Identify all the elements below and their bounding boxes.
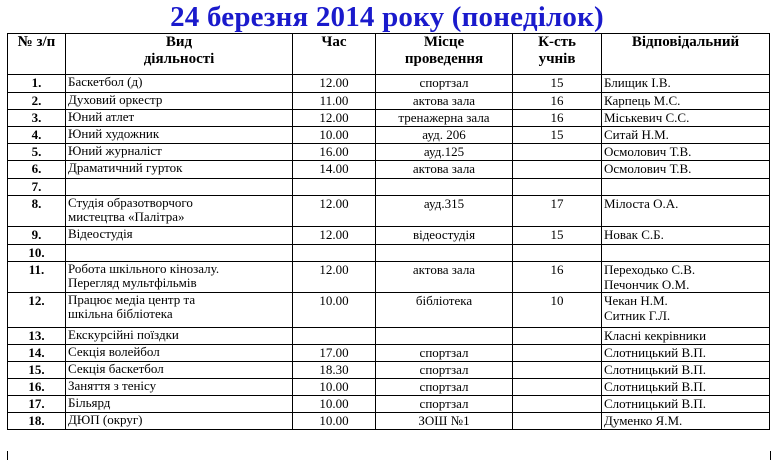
table-row [8, 245, 770, 262]
time-cell [293, 328, 376, 345]
row-number: 18. [8, 413, 66, 430]
place-cell: спортзал [376, 396, 513, 413]
place-cell: відеостудія [376, 227, 513, 245]
time-cell: 14.00 [293, 161, 376, 179]
time-cell [293, 179, 376, 196]
row-number: 9. [8, 227, 66, 245]
time-cell: 10.00 [293, 379, 376, 396]
time-cell: 10.00 [293, 413, 376, 430]
time-cell: 12.00 [293, 262, 376, 293]
place-cell: ауд.125 [376, 144, 513, 161]
row-number: 17. [8, 396, 66, 413]
count-cell [513, 179, 602, 196]
table-row [8, 345, 770, 362]
row-number: 1. [8, 75, 66, 93]
activity-cell: Секція баскетбол [66, 362, 293, 379]
place-cell: тренажерна зала [376, 110, 513, 127]
count-cell [513, 362, 602, 379]
header-num: № з/п [8, 34, 66, 75]
responsible-cell: Осмолович Т.В. [602, 144, 770, 161]
count-cell [513, 245, 602, 262]
time-cell: 12.00 [293, 196, 376, 227]
place-cell: спортзал [376, 362, 513, 379]
activity-cell: Екскурсійні поїздки [66, 328, 293, 345]
responsible-cell: Класні кекрівники [602, 328, 770, 345]
count-cell: 15 [513, 127, 602, 144]
place-cell: ЗОШ №1 [376, 413, 513, 430]
count-cell: 16 [513, 262, 602, 293]
responsible-cell: Слотницький В.П. [602, 362, 770, 379]
table-row [8, 75, 770, 93]
time-cell: 10.00 [293, 127, 376, 144]
table-row [8, 293, 770, 328]
header-responsible: Відповідальний [602, 34, 770, 75]
place-cell [376, 245, 513, 262]
table-row [8, 328, 770, 345]
activity-cell [66, 179, 293, 196]
row-number: 14. [8, 345, 66, 362]
count-cell [513, 413, 602, 430]
activity-cell [66, 245, 293, 262]
header-count: К-сть учнів [513, 34, 602, 75]
activity-cell: Юний атлет [66, 110, 293, 127]
place-cell: актова зала [376, 262, 513, 293]
count-cell: 16 [513, 93, 602, 110]
responsible-cell: Слотницький В.П. [602, 379, 770, 396]
count-cell: 10 [513, 293, 602, 328]
activity-cell: Юний художник [66, 127, 293, 144]
time-cell: 11.00 [293, 93, 376, 110]
responsible-cell [602, 179, 770, 196]
table-row [8, 93, 770, 110]
place-cell: актова зала [376, 93, 513, 110]
count-cell [513, 161, 602, 179]
row-number: 4. [8, 127, 66, 144]
responsible-cell [602, 245, 770, 262]
time-cell: 12.00 [293, 227, 376, 245]
row-number: 5. [8, 144, 66, 161]
activity-cell: ДЮП (округ) [66, 413, 293, 430]
activity-cell: Робота шкільного кінозалу. Перегляд мультфільмів [66, 262, 293, 293]
time-cell: 16.00 [293, 144, 376, 161]
place-cell [376, 179, 513, 196]
table-row [8, 161, 770, 179]
responsible-cell: Новак С.Б. [602, 227, 770, 245]
time-cell [293, 245, 376, 262]
table-row [8, 362, 770, 379]
table-continuation [7, 451, 771, 460]
table-row [8, 379, 770, 396]
responsible-cell: Слотницький В.П. [602, 345, 770, 362]
row-number: 6. [8, 161, 66, 179]
activity-cell: Більярд [66, 396, 293, 413]
activity-cell: Відеостудія [66, 227, 293, 245]
place-cell: ауд. 206 [376, 127, 513, 144]
responsible-cell: Слотницький В.П. [602, 396, 770, 413]
place-cell: актова зала [376, 161, 513, 179]
place-cell [376, 328, 513, 345]
schedule-body [8, 75, 770, 430]
activity-cell: Студія образотворчого мистецтва «Палітра» [66, 196, 293, 227]
table-row [8, 144, 770, 161]
row-number: 16. [8, 379, 66, 396]
header-place: Місце проведення [376, 34, 513, 75]
row-number: 2. [8, 93, 66, 110]
count-cell: 15 [513, 227, 602, 245]
count-cell [513, 379, 602, 396]
table-row [8, 262, 770, 293]
activity-cell: Баскетбол (д) [66, 75, 293, 93]
responsible-cell: Блищик І.В. [602, 75, 770, 93]
table-row [8, 110, 770, 127]
count-cell [513, 345, 602, 362]
table-row [8, 127, 770, 144]
time-cell: 18.30 [293, 362, 376, 379]
header-time: Час [293, 34, 376, 75]
responsible-cell: Мілоста О.А. [602, 196, 770, 227]
header-activity: Вид діяльності [66, 34, 293, 75]
count-cell: 16 [513, 110, 602, 127]
responsible-cell: Думенко Я.М. [602, 413, 770, 430]
row-number: 10. [8, 245, 66, 262]
responsible-cell: Переходько С.В. Печончик О.М. [602, 262, 770, 293]
activity-cell: Працює медіа центр та шкільна бібліотека [66, 293, 293, 328]
responsible-cell: Міськевич С.С. [602, 110, 770, 127]
time-cell: 12.00 [293, 110, 376, 127]
row-number: 13. [8, 328, 66, 345]
responsible-cell: Карпець М.С. [602, 93, 770, 110]
place-cell: спортзал [376, 345, 513, 362]
page-title: 24 березня 2014 року (понеділок) [170, 1, 604, 33]
row-number: 11. [8, 262, 66, 293]
row-number: 7. [8, 179, 66, 196]
place-cell: ауд.315 [376, 196, 513, 227]
count-cell: 15 [513, 75, 602, 93]
time-cell: 10.00 [293, 396, 376, 413]
activity-cell: Юний журналіст [66, 144, 293, 161]
responsible-cell: Ситай Н.М. [602, 127, 770, 144]
count-cell: 17 [513, 196, 602, 227]
table-row [8, 196, 770, 227]
responsible-cell: Осмолович Т.В. [602, 161, 770, 179]
count-cell [513, 144, 602, 161]
responsible-cell: Чекан Н.М. Ситник Г.Л. [602, 293, 770, 328]
activity-cell: Духовий оркестр [66, 93, 293, 110]
time-cell: 10.00 [293, 293, 376, 328]
count-cell [513, 396, 602, 413]
row-number: 3. [8, 110, 66, 127]
table-row [8, 179, 770, 196]
time-cell: 12.00 [293, 75, 376, 93]
activity-cell: Секція волейбол [66, 345, 293, 362]
activity-cell: Заняття з тенісу [66, 379, 293, 396]
place-cell: спортзал [376, 75, 513, 93]
header-row [8, 34, 770, 75]
table-row [8, 227, 770, 245]
table-row [8, 396, 770, 413]
row-number: 8. [8, 196, 66, 227]
table-row [8, 413, 770, 430]
schedule-table [7, 33, 770, 430]
count-cell [513, 328, 602, 345]
time-cell: 17.00 [293, 345, 376, 362]
row-number: 12. [8, 293, 66, 328]
activity-cell: Драматичний гурток [66, 161, 293, 179]
place-cell: спортзал [376, 379, 513, 396]
row-number: 15. [8, 362, 66, 379]
place-cell: бібліотека [376, 293, 513, 328]
